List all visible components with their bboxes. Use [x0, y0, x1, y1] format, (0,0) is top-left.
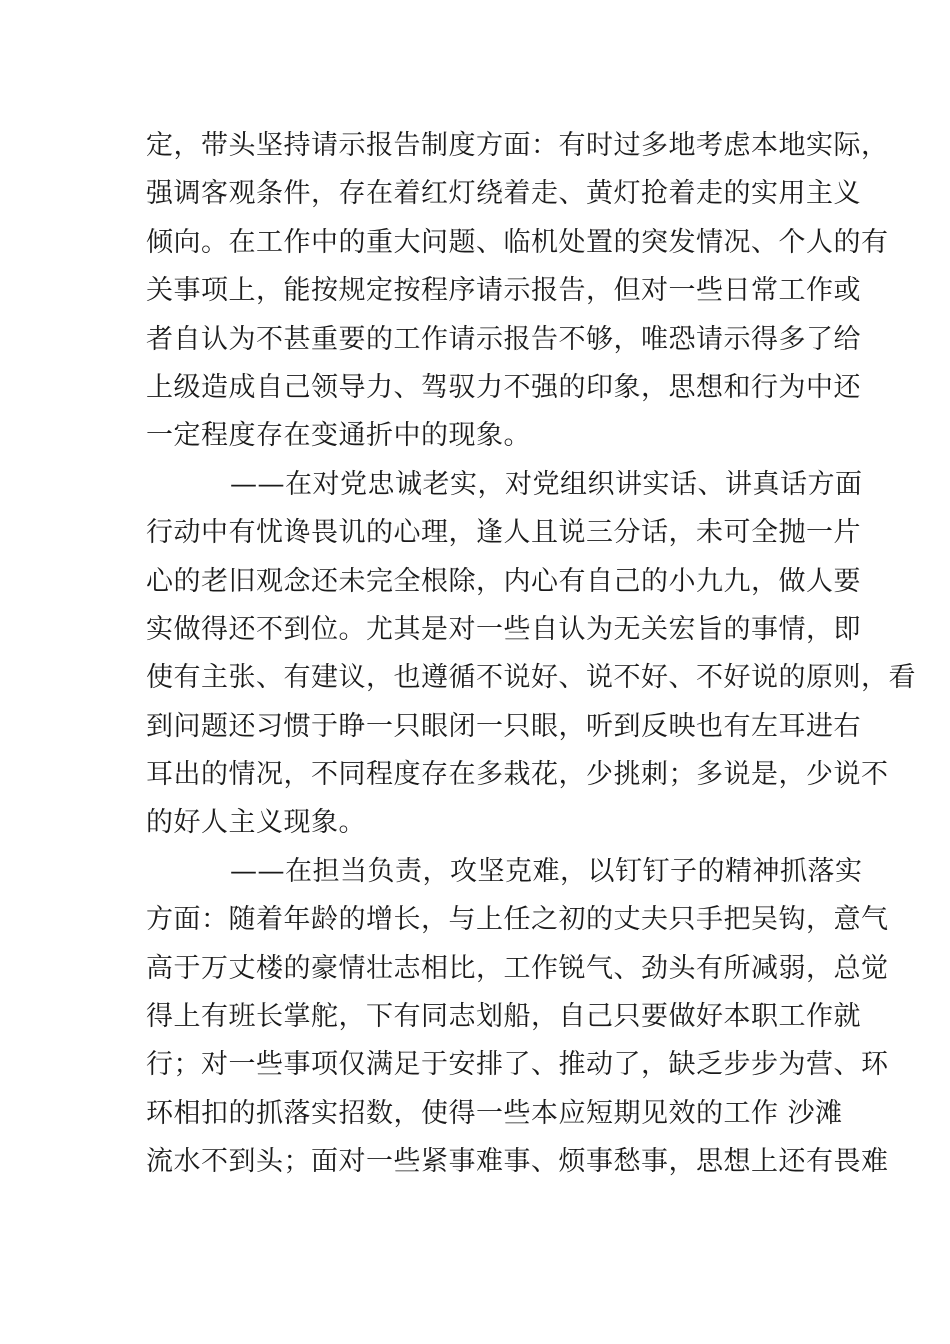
text-line: ——在担当负责，攻坚克难，以钉钉子的精神抓落实 — [230, 855, 863, 887]
text-line: 上级造成自己领导力、驾驭力不强的印象，思想和行为中还 — [146, 371, 861, 403]
text-line: 定，带头坚持请示报告制度方面：有时过多地考虑本地实际， — [146, 130, 889, 161]
text-line: 环相扣的抓落实招数，使得一些本应短期见效的工作 沙滩 — [146, 1097, 843, 1129]
text-line: 实做得还不到位。尤其是对一些自认为无关宏旨的事情，即 — [146, 613, 861, 645]
text-line: 一定程度存在变通折中的现象。 — [146, 420, 531, 452]
document-body — [146, 122, 916, 1187]
text-line: 使有主张、有建议，也遵循不说好、说不好、不好说的原则，看 — [146, 662, 916, 694]
text-line: 流水不到头；面对一些紧事难事、烦事愁事，思想上还有畏难 — [146, 1146, 889, 1178]
paragraph-2 — [146, 461, 916, 848]
text-line: 得上有班长掌舵，下有同志划船，自己只要做好本职工作就 — [146, 1001, 861, 1033]
text-line: 行动中有忧谗畏讥的心理，逢人且说三分话，未可全抛一片 — [146, 517, 861, 549]
text-line: 者自认为不甚重要的工作请示报告不够，唯恐请示得多了给 — [146, 323, 861, 355]
paragraph-3 — [146, 848, 889, 1187]
text-line: 强调客观条件，存在着红灯绕着走、黄灯抢着走的实用主义 — [146, 178, 861, 210]
text-line: 的好人主义现象。 — [146, 807, 366, 839]
text-line: 方面：随着年龄的增长，与上任之初的丈夫只手把吴钩，意气 — [146, 904, 889, 936]
paragraph-1 — [146, 122, 889, 461]
text-line: 耳出的情况，不同程度存在多栽花，少挑刺；多说是，少说不 — [146, 759, 889, 791]
text-line: ——在对党忠诚老实，对党组织讲实话、讲真话方面 — [230, 468, 863, 500]
text-line: 行；对一些事项仅满足于安排了、推动了，缺乏步步为营、环 — [146, 1049, 889, 1081]
text-line: 到问题还习惯于睁一只眼闭一只眼，听到反映也有左耳进右 — [146, 710, 861, 742]
text-line: 心的老旧观念还未完全根除，内心有自己的小九九，做人要 — [146, 565, 861, 597]
text-line: 倾向。在工作中的重大问题、临机处置的突发情况、个人的有 — [146, 226, 889, 258]
text-line: 高于万丈楼的豪情壮志相比，工作锐气、劲头有所减弱，总觉 — [146, 952, 889, 984]
text-line: 关事项上，能按规定按程序请示报告，但对一些日常工作或 — [146, 275, 861, 307]
